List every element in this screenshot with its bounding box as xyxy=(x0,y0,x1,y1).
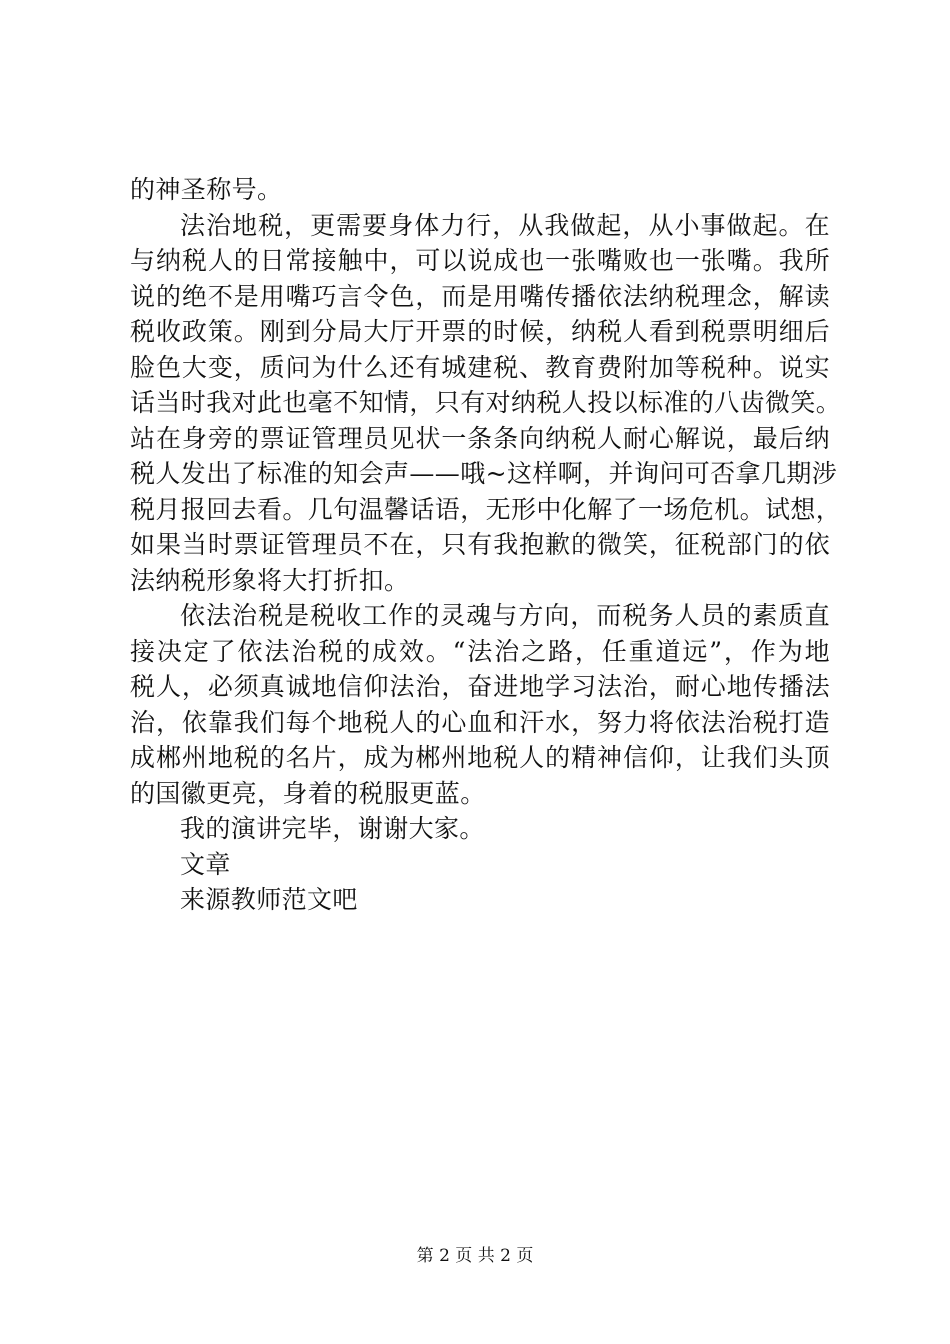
text-line: 法纳税形象将大打折扣。 xyxy=(130,565,410,595)
text-line: 税人，必须真诚地信仰法治，奋进地学习法治，耐心地传播法 xyxy=(130,672,830,701)
text-line: 接决定了依法治税的成效。“法治之路，任重道远”，作为地 xyxy=(130,636,830,666)
text-line: 来源教师范文吧 xyxy=(180,885,358,914)
text-line: 成郴州地税的名片，成为郴州地税人的精神信仰，让我们头顶 xyxy=(130,743,830,772)
text-line: 站在身旁的票证管理员见状一条条向纳税人耐心解说，最后纳 xyxy=(130,423,830,453)
text-line: 脸色大变，质问为什么还有城建税、教育费附加等税种。说实 xyxy=(130,352,830,382)
text-line: 与纳税人的日常接触中，可以说成也一张嘴败也一张嘴。我所 xyxy=(130,246,830,275)
text-line: 话当时我对此也毫不知情，只有对纳税人投以标准的八齿微笑。 xyxy=(130,388,842,417)
text-line: 税收政策。刚到分局大厅开票的时候，纳税人看到税票明细后 xyxy=(130,317,830,346)
text-line: 法治地税，更需要身体力行，从我做起，从小事做起。在 xyxy=(180,210,830,240)
text-line: 我的演讲完毕，谢谢大家。 xyxy=(180,814,485,843)
page-footer: 第 2 页 共 2 页 xyxy=(416,1246,534,1266)
text-line: 税月报回去看。几句温馨话语，无形中化解了一场危机。试想， xyxy=(130,494,842,524)
text-line: 的神圣称号。 xyxy=(130,175,283,204)
document-body xyxy=(130,172,842,918)
text-line: 说的绝不是用嘴巧言令色，而是用嘴传播依法纳税理念，解读 xyxy=(130,281,830,311)
text-line: 文章 xyxy=(180,849,231,879)
text-line: 如果当时票证管理员不在，只有我抱歉的微笑，征税部门的依 xyxy=(130,530,830,559)
text-line: 依法治税是税收工作的灵魂与方向，而税务人员的素质直 xyxy=(180,601,830,630)
text-line: 税人发出了标准的知会声——哦~这样啊，并询问可否拿几期涉 xyxy=(130,459,838,488)
text-line: 治，依靠我们每个地税人的心血和汗水，努力将依法治税打造 xyxy=(130,707,830,737)
text-line: 的国徽更亮，身着的税服更蓝。 xyxy=(130,778,486,808)
